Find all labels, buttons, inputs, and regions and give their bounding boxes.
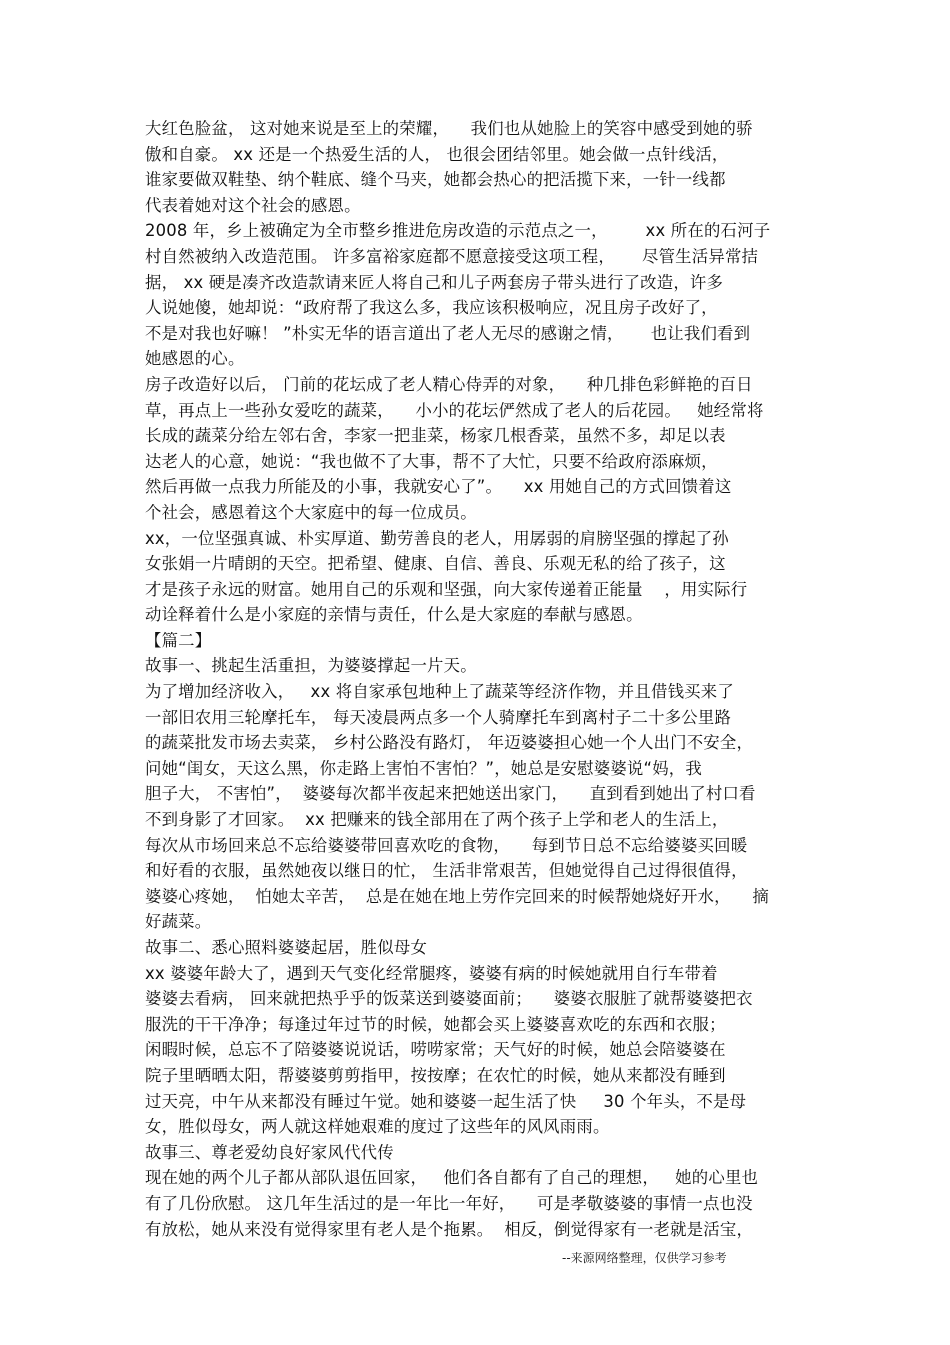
text-line: 然后再做一点我力所能及的小事，我就安心了”。 xx 用她自己的方式回馈着这 xyxy=(145,477,732,497)
text-line: 女，胜似母女，两人就这样她艰难的度过了这些年的风风雨雨。 xyxy=(145,1117,610,1137)
text-line: 院子里晒晒太阳，帮婆婆剪剪指甲，按按摩；在农忙的时候，她从来都没有睡到 xyxy=(145,1065,726,1085)
text-line: 不到身影了才回家。 xx 把赚来的钱全部用在了两个孩子上学和老人的生活上， xyxy=(145,810,729,830)
text-line: 不是对我也好嘛！ ”朴实无华的语言道出了老人无尽的感谢之情， 也让我们看到 xyxy=(145,323,751,343)
text-line: 有放松，她从来没有觉得家里有老人是个拖累。 相反，倒觉得家有一老就是活宝， xyxy=(145,1219,754,1239)
text-line: 故事一、挑起生活重担，为婆婆撑起一片天。 xyxy=(145,656,477,676)
text-line: 婆婆去看病， 回来就把热乎乎的饭菜送到婆婆面前； 婆婆衣服脏了就帮婆婆把衣 xyxy=(145,989,753,1009)
text-line: 每次从市场回来总不忘给婆婆带回喜欢吃的食物， 每到节日总不忘给婆婆买回暖 xyxy=(145,835,748,855)
text-line: 女张娟一片晴朗的天空。把希望、健康、自信、善良、乐观无私的给了孩子，这 xyxy=(145,554,726,574)
text-line: 草，再点上一些孙女爱吃的蔬菜， 小小的花坛俨然成了老人的后花园。 她经常将 xyxy=(145,400,764,420)
text-line: 问她“闺女，天这么黑，你走路上害怕不害怕？”，她总是安慰婆婆说“妈，我 xyxy=(145,758,702,778)
text-line: 个社会，感恩着这个大家庭中的每一位成员。 xyxy=(145,502,477,522)
text-line: 和好看的衣服，虽然她夜以继日的忙， 生活非常艰苦，但她觉得自己过得很值得， xyxy=(145,861,748,881)
text-line: 据， xx 硬是凑齐改造款请来匠人将自己和儿子两套房子带头进行了改造，许多 xyxy=(145,272,724,292)
text-line: 房子改造好以后， 门前的花坛成了老人精心侍弄的对象， 种几排色彩鲜艳的百日 xyxy=(145,374,753,394)
text-line: 现在她的两个儿子都从部队退伍回家， 他们各自都有了自己的理想， 她的心里也 xyxy=(145,1168,759,1188)
text-line: 故事三、尊老爱幼良好家风代代传 xyxy=(145,1142,394,1162)
text-line: 好蔬菜。 xyxy=(145,912,212,932)
text-line: 人说她傻，她却说：“政府帮了我这么多，我应该积极响应，况且房子改好了， xyxy=(145,298,718,318)
text-line: 故事二、悉心照料婆婆起居，胜似母女 xyxy=(145,938,428,957)
text-line: 长成的蔬菜分给左邻右舍，李家一把韭菜，杨家几根香菜，虽然不多，却足以表 xyxy=(145,426,726,446)
page-footer: --来源网络整理，仅供学习参考 xyxy=(562,1251,727,1265)
text-line: 2008 年，乡上被确定为全市整乡推进危房改造的示范点之一， xx 所在的石河子 xyxy=(145,221,771,241)
document-body xyxy=(145,116,825,1242)
text-line: 胆子大， 不害怕”， 婆婆每次都半夜起来把她送出家门， 直到看到她出了村口看 xyxy=(145,784,756,804)
text-line: 动诠释着什么是小家庭的亲情与责任，什么是大家庭的奉献与感恩。 xyxy=(145,605,643,625)
text-line: 她感恩的心。 xyxy=(145,349,245,369)
text-line: 有了几份欣慰。 这几年生活过的是一年比一年好， 可是孝敬婆婆的事情一点也没 xyxy=(145,1193,753,1213)
text-line: 的蔬菜批发市场去卖菜， 乡村公路没有路灯， 年迈婆婆担心她一个人出门不安全， xyxy=(145,733,754,753)
text-line: 傲和自豪。 xx 还是一个热爱生活的人， 也很会团结邻里。她会做一点针线活， xyxy=(145,144,729,164)
text-line: 过天亮，中午从来都没有睡过午觉。她和婆婆一起生活了快 30 个年头，不是母 xyxy=(145,1091,747,1111)
text-line: 为了增加经济收入， xx 将自家承包地种上了蔬菜等经济作物，并且借钱买来了 xyxy=(145,682,734,702)
text-line: xx 婆婆年龄大了，遇到天气变化经常腿疼，婆婆有病的时候她就用自行车带着 xyxy=(145,963,718,983)
text-line: 【篇二】 xyxy=(145,630,212,650)
text-line: 闲暇时候，总忘不了陪婆婆说说话，唠唠家常；天气好的时候，她总会陪婆婆在 xyxy=(145,1040,726,1060)
text-line: 一部旧农用三轮摩托车， 每天凌晨两点多一个人骑摩托车到离村子二十多公里路 xyxy=(145,707,732,727)
text-line: 服洗的干干净净；每逢过年过节的时候，她都会买上婆婆喜欢吃的东西和衣服； xyxy=(145,1014,726,1034)
text-line: 达老人的心意，她说：“我也做不了大事，帮不了大忙，只要不给政府添麻烦， xyxy=(145,451,718,471)
text-line: 代表着她对这个社会的感恩。 xyxy=(145,195,361,215)
text-line: 婆婆心疼她， 怕她太辛苦， 总是在她在地上劳作完回来的时候帮她烧好开水， 摘 xyxy=(145,886,769,906)
text-line: xx，一位坚强真诚、朴实厚道、勤劳善良的老人，用孱弱的肩膀坚强的撑起了孙 xyxy=(145,528,729,548)
text-line: 大红色脸盆， 这对她来说是至上的荣耀， 我们也从她脸上的笑容中感受到她的骄 xyxy=(145,119,753,138)
text-line: 才是孩子永远的财富。她用自己的乐观和坚强，向大家传递着正能量 ，用实际行 xyxy=(145,579,748,599)
text-line: 谁家要做双鞋垫、纳个鞋底、缝个马夹，她都会热心的把活揽下来，一针一线都 xyxy=(145,170,726,190)
text-line: 村自然被纳入改造范围。 许多富裕家庭都不愿意接受这项工程， 尽管生活异常拮 xyxy=(145,246,759,266)
